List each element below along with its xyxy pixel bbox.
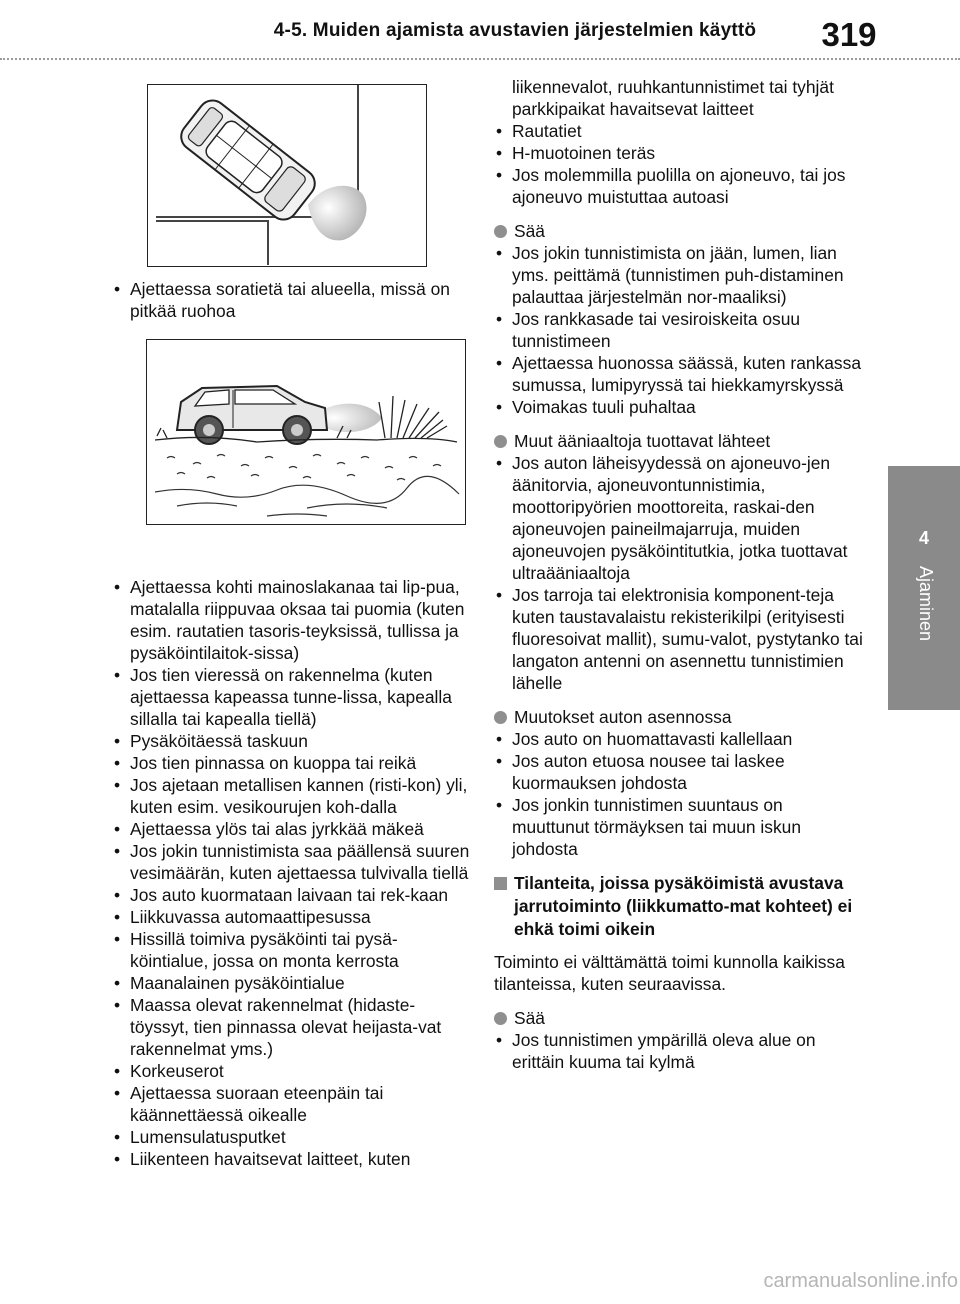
list-item: • Ajettaessa soratietä tai alueella, missä on pitkää ruohoa: [112, 278, 472, 322]
car-corner-illustration: [148, 85, 425, 265]
left-list-bottom: [112, 576, 472, 1170]
position-list: [494, 728, 864, 860]
list-item: • Jos auto kuormataan laivaan tai rek-kaan: [112, 884, 472, 906]
list-item: • Jos jokin tunnistimista on jään, lumen, lian yms. peittämä (tunnistimen puh-distaminen palauttaa järjestelmän nor-maaliksi): [494, 242, 864, 308]
list-item: • Jos tarroja tai elektronisia komponent-teja kuten taustavalaistu rekisterikilpi (erityisesti fluoresoivat mallit), sumu-valot, pystytanko tai langaton antenni on asennettu tunnistimien lähelle: [494, 584, 864, 694]
list-item: • Lumensulatusputket: [112, 1126, 472, 1148]
list-item: • Ajettaessa huonossa säässä, kuten rankassa sumussa, lumipyryssä tai hiekkamyrskyssä: [494, 352, 864, 396]
list-item: • Pysäköitäessä taskuun: [112, 730, 472, 752]
category-weather-heading-2: Sää: [494, 1007, 864, 1029]
list-item: • Korkeuserot: [112, 1060, 472, 1082]
list-item: • Liikenteen havaitsevat laitteet, kuten: [112, 1148, 472, 1170]
list-item: • Liikkuvassa automaattipesussa: [112, 906, 472, 928]
list-item: • Jos molemmilla puolilla on ajoneuvo, tai jos ajoneuvo muistuttaa autoasi: [494, 164, 864, 208]
left-column: [112, 278, 472, 1170]
list-item: • Rautatiet: [494, 120, 864, 142]
category-position-heading: Muutokset auton asennossa: [494, 706, 864, 728]
list-item: • Jos tien vieressä on rakennelma (kuten ajettaessa kapeassa tunne-lissa, kapealla sillalla tai kapealla tiellä): [112, 664, 472, 730]
list-item: • Jos auton etuosa nousee tai laskee kuormauksen johdosta: [494, 750, 864, 794]
list-item: • Jos jokin tunnistimista saa päällensä suuren vesimäärän, kuten ajettaessa tulvivalla tiellä: [112, 840, 472, 884]
list-item: • Maassa olevat rakennelmat (hidaste-töyssyt, tien pinnassa olevat heijasta-vat rakennelmat yms.): [112, 994, 472, 1060]
list-item: • Jos auto on huomattavasti kallellaan: [494, 728, 864, 750]
chapter-label: Ajaminen: [916, 566, 936, 642]
category-ultrasonic-heading: Muut ääniaaltoja tuottavat lähteet: [494, 430, 864, 452]
list-item: • Maanalainen pysäköintialue: [112, 972, 472, 994]
figure-car-turning-corner: [147, 84, 427, 267]
figure-spacer: [112, 322, 472, 576]
chapter-side-tab: [888, 466, 960, 710]
list-item: • Hissillä toimiva pysäköinti tai pysä-köintialue, jossa on monta kerrosta: [112, 928, 472, 972]
list-item: • Ajettaessa kohti mainoslakanaa tai lip-pua, matalalla riippuvaa oksaa tai puomia (kuten esim. rautatien tasoris-teyksissä, tullissa ja pysäköintilaitok-sissa): [112, 576, 472, 664]
list-item: • Jos tunnistimen ympärillä oleva alue on erittäin kuuma tai kylmä: [494, 1029, 864, 1073]
page-header-title: 4-5. Muiden ajamista avustavien järjestelmien käyttö: [273, 20, 757, 41]
list-item: • Ajettaessa suoraan eteenpäin tai käännettäessä oikealle: [112, 1082, 472, 1126]
list-item: • Jos tien pinnassa on kuoppa tai reikä: [112, 752, 472, 774]
header-rule: [0, 58, 960, 60]
category-weather-heading: Sää: [494, 220, 864, 242]
weather-list-2: [494, 1029, 864, 1073]
list-item: • Jos auton läheisyydessä on ajoneuvo-jen äänitorvia, ajoneuvontunnistimia, moottoripyörien moottoreita, raskai-den ajoneuvojen paineilmajarruja, muiden ajoneuvojen pysäköintitutkia, jotka tuottavat ultraääniaaltoja: [494, 452, 864, 584]
ultrasonic-list: [494, 452, 864, 694]
list-item: • Ajettaessa ylös tai alas jyrkkää mäkeä: [112, 818, 472, 840]
list-item: • H-muotoinen teräs: [494, 142, 864, 164]
list-item: • Jos ajetaan metallisen kannen (risti-kon) yli, kuten esim. vesikourujen koh-dalla: [112, 774, 472, 818]
page-number: 319: [821, 16, 877, 53]
left-list-top: [112, 278, 472, 322]
list-item: • Voimakas tuuli puhaltaa: [494, 396, 864, 418]
right-list-continued: [494, 120, 864, 208]
list-item: • Jos rankkasade tai vesiroiskeita osuu tunnistimeen: [494, 308, 864, 352]
continued-text: liikennevalot, ruuhkantunnistimet tai tyhjät parkkipaikat havaitsevat laitteet: [512, 77, 834, 119]
section-heading: Tilanteita, joissa pysäköimistä avustava jarrutoiminto (liikkumatto-mat kohteet) ei ehkä toimi oikein: [494, 872, 864, 941]
weather-list: [494, 242, 864, 418]
list-item: • Jos jonkin tunnistimen suuntaus on muuttunut törmäyksen tai muun iskun johdosta: [494, 794, 864, 860]
watermark: carmanualsonline.info: [763, 1270, 958, 1292]
right-column: [494, 76, 864, 1073]
section-paragraph: Toiminto ei välttämättä toimi kunnolla kaikissa tilanteissa, kuten seuraavissa.: [494, 952, 845, 994]
chapter-number: 4: [918, 528, 929, 548]
